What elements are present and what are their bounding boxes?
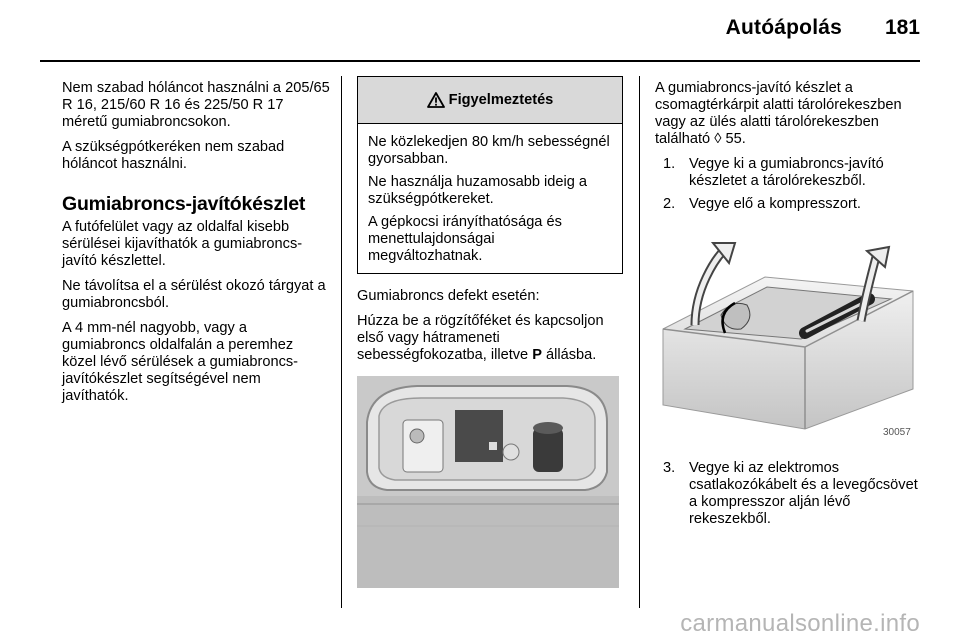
page-header <box>0 0 960 60</box>
paragraph-kit-location: A gumiabroncs-javító készlet a csomagtérkárpit alatti tárolórekeszben vagy az ülés alatti tárolórekeszben található ◊ 55. <box>655 80 902 147</box>
paragraph-snow-chains: Nem szabad hóláncot használni a 205/65 R 16, 215/60 R 16 és 225/50 R 17 méretű gumiabroncsokon. <box>62 80 330 130</box>
trunk-compartment-photo <box>357 376 619 588</box>
figure-number: 30057 <box>883 427 911 438</box>
warning-item: A gépkocsi irányíthatósága és menettulajdonságai megváltozhatnak. <box>368 214 562 264</box>
list-item: 1. Vegye ki a gumiabroncs-javító készletet a tárolórekeszből. <box>663 156 884 189</box>
column-divider-1 <box>341 76 342 608</box>
warning-item: Ne közlekedjen 80 km/h sebességnél gyorsabban. <box>368 134 610 167</box>
steps-list-continued <box>655 460 923 528</box>
warning-title-bar <box>358 77 622 124</box>
warning-body <box>358 124 622 273</box>
column-middle <box>357 76 623 593</box>
header-divider <box>40 60 920 62</box>
page-title: Autóápolás <box>725 16 842 39</box>
paragraph-parking-brake: Húzza be a rögzítőféket és kapcsoljon első vagy hátrameneti sebességfokozatba, illetve P állásba. <box>357 313 604 363</box>
paragraph-repair-kit: A futófelület vagy az oldalfal kisebb sérülései kijavíthatók a gumiabroncs-javító készlettel. <box>62 219 303 269</box>
list-item: 3. Vegye ki az elektromos csatlakozókábelt és a levegőcsövet a kompresszor alján lévő rekeszekből. <box>663 460 918 527</box>
list-item: 2. Vegye elő a kompresszort. <box>663 196 861 212</box>
paragraph-spare-wheel: A szükségpótkeréken nem szabad hóláncot használni. <box>62 139 285 172</box>
page-number: 181 <box>884 16 920 39</box>
warning-triangle-icon <box>427 92 445 108</box>
paragraph-damage-limits: A 4 mm-nél nagyobb, vagy a gumiabroncs oldalfalán a peremhez közel lévő sérülések a gumiabroncs-javítókészlet segítségével nem javíthatók. <box>62 320 299 404</box>
watermark: carmanualsonline.info <box>680 610 920 637</box>
compressor-removal-illustration <box>655 229 921 441</box>
warning-box <box>357 76 623 274</box>
section-heading: Gumiabroncs-javítókészlet <box>62 193 306 215</box>
column-right <box>655 80 923 534</box>
gear-p-label: P <box>532 347 542 363</box>
paragraph-remove-object: Ne távolítsa el a sérülést okozó tárgyat a gumiabroncsból. <box>62 278 326 311</box>
steps-list <box>655 156 923 213</box>
warning-item: Ne használja huzamosabb ideig a szükségpótkereket. <box>368 174 588 207</box>
paragraph-flat-tyre: Gumiabroncs defekt esetén: <box>357 288 540 304</box>
arrow-reference-icon: ◊ <box>714 131 722 147</box>
column-divider-2 <box>639 76 640 608</box>
warning-title: Figyelmeztetés <box>448 91 554 108</box>
column-left <box>62 80 330 413</box>
